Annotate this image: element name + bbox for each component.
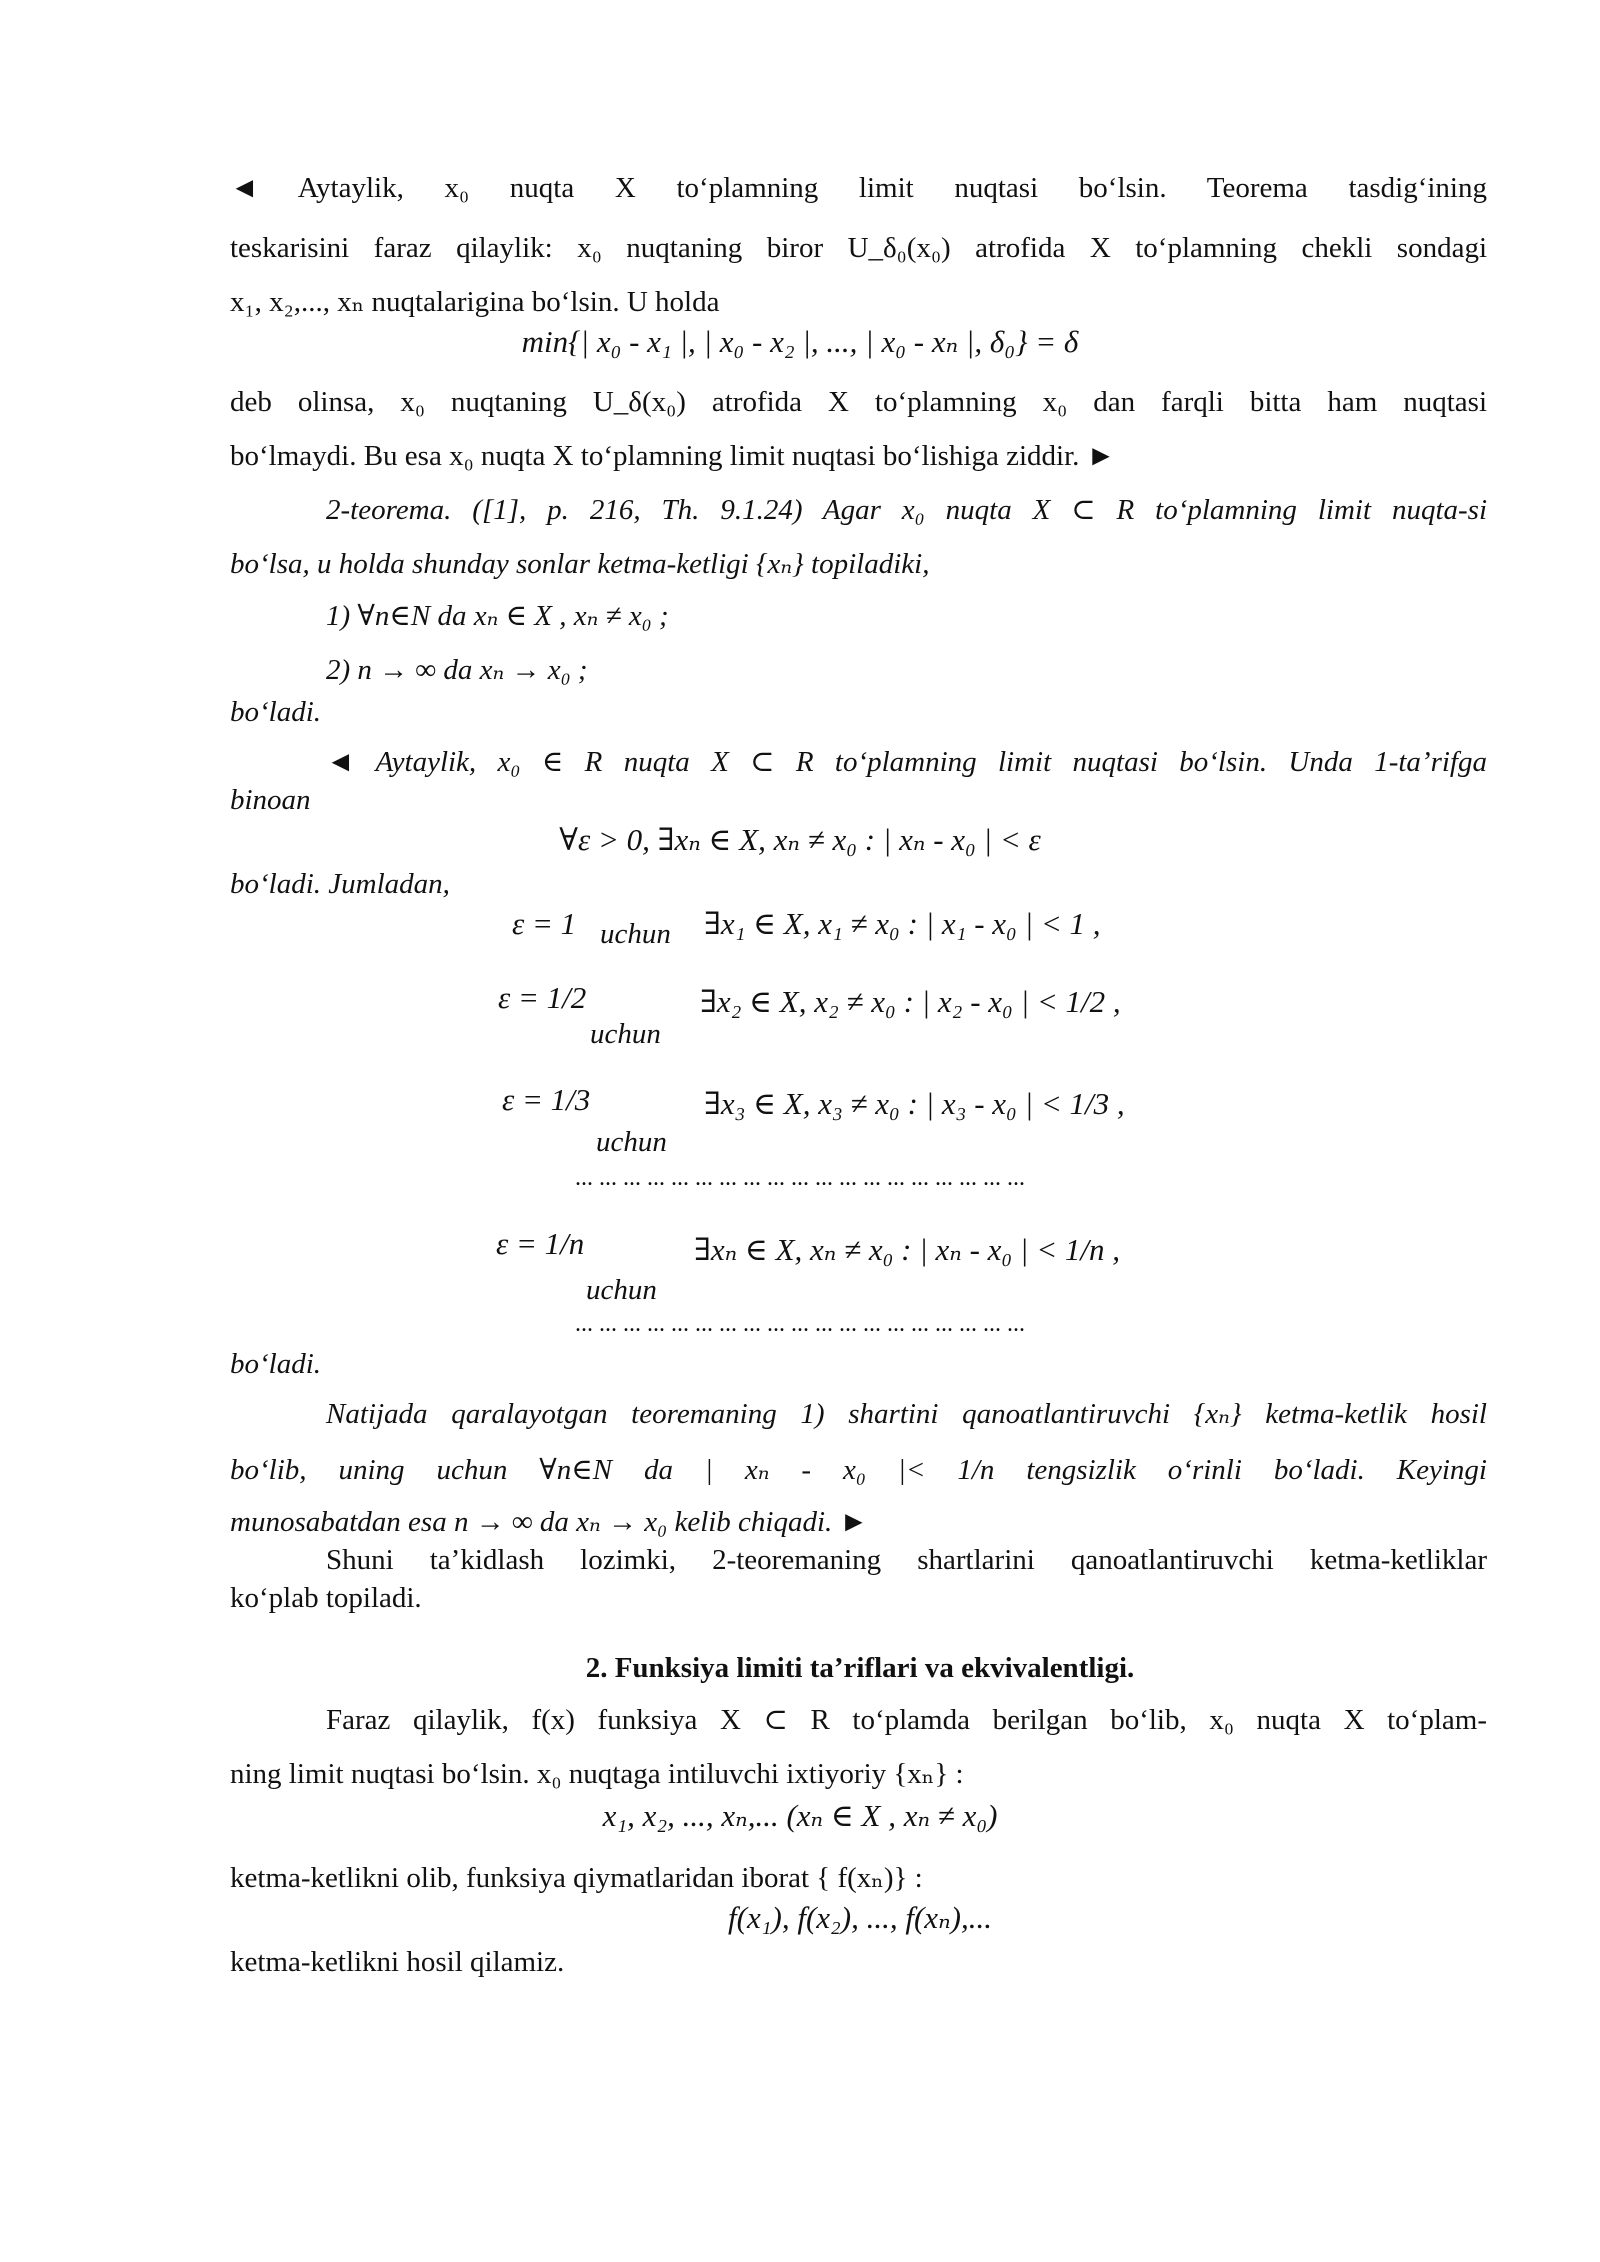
dots-row-2: ... ... ... ... ... ... ... ... ... ... ... ... ... ... ... ... ... ... ... <box>575 1311 1025 1337</box>
proof1-formula: min{| x₀ - x₁ |, | x₀ - x₂ |, ..., | x₀ - xₙ |, δ₀} = δ <box>521 324 1079 359</box>
proof2-line7: munosabatdan esa n → ∞ da xₙ → x₀ kelib chiqadi. ► <box>230 1506 869 1538</box>
proof1-line1: ◄ Aytaylik, x₀ nuqta X to‘plamning limit nuqtasi bo‘lsin. Teorema tasdig‘ining <box>230 172 1487 204</box>
epsilon-row-n-uchun: uchun <box>586 1274 657 1306</box>
theorem2-condition1: 1) ∀n∈N da xₙ ∈ X , xₙ ≠ x₀ ; <box>326 600 669 632</box>
section2-line3: ketma-ketlikni olib, funksiya qiymatlaridan iborat { f(xₙ)} : <box>230 1862 923 1894</box>
epsilon-row-2-uchun: uchun <box>590 1018 661 1050</box>
proof2-line8: Shuni ta’kidlash lozimki, 2-teoremaning shartlarini qanoatlantiruvchi ketma-ketliklar <box>326 1544 1487 1576</box>
epsilon-value: 1/3 <box>550 1082 591 1117</box>
epsilon-row-n-eps: ε = 1/n <box>496 1226 585 1261</box>
proof2-line4: bo‘ladi. <box>230 1348 322 1380</box>
proof2-line1: ◄ Aytaylik, x₀ ∈ R nuqta X ⊂ R to‘plamning limit nuqtasi bo‘lsin. Unda 1-ta’rifga <box>326 746 1487 778</box>
epsilon-value: 1/2 <box>546 980 587 1015</box>
proof1-line2: teskarisini faraz qilaylik: x₀ nuqtaning biror U_δ₀(x₀) atrofida X to‘plamning chekli sondagi <box>230 232 1487 264</box>
section2-line4: ketma-ketlikni hosil qilamiz. <box>230 1946 565 1978</box>
epsilon-row-2-cond: ∃x₂ ∈ X, x₂ ≠ x₀ : | x₂ - x₀ | < 1/2 , <box>700 984 1121 1019</box>
section2-line2: ning limit nuqtasi bo‘lsin. x₀ nuqtaga intiluvchi ixtiyoriy {xₙ} : <box>230 1758 964 1790</box>
epsilon-row-2-eps: ε = 1/2 <box>498 980 587 1015</box>
section2-sequence: x₁, x₂, ..., xₙ,... (xₙ ∈ X , xₙ ≠ x₀) <box>602 1798 998 1833</box>
proof2-line6: bo‘lib, uning uchun ∀n∈N da | xₙ - x₀ |< 1/n tengsizlik o‘rinli bo‘ladi. Keyingi <box>230 1454 1487 1486</box>
epsilon-row-3-eps: ε = 1/3 <box>502 1082 591 1117</box>
theorem2-line3: bo‘ladi. <box>230 696 322 728</box>
proof1-line5: bo‘lmaydi. Bu esa x₀ nuqta X to‘plamning limit nuqtasi bo‘lishiga ziddir. ► <box>230 440 1116 472</box>
section-heading: 2. Funksiya limiti ta’riflari va ekvivalentligi. <box>585 1652 1135 1684</box>
proof2-line5: Natijada qaralayotgan teoremaning 1) shartini qanoatlantiruvchi {xₙ} ketma-ketlik hosil <box>326 1398 1487 1430</box>
proof1-line3: x₁, x₂,..., xₙ nuqtalarigina bo‘lsin. U holda <box>230 286 720 318</box>
epsilon-row-1-cond: ∃x₁ ∈ X, x₁ ≠ x₀ : | x₁ - x₀ | < 1 , <box>704 906 1101 941</box>
dots-row-1: ... ... ... ... ... ... ... ... ... ... ... ... ... ... ... ... ... ... ... <box>575 1165 1025 1191</box>
epsilon-row-1-eps: ε = 1 <box>512 906 577 941</box>
section2-function-sequence: f(x₁), f(x₂), ..., f(xₙ),... <box>728 1900 992 1935</box>
proof2-line3: bo‘ladi. Jumladan, <box>230 868 450 900</box>
proof2-line2: binoan <box>230 784 311 816</box>
epsilon-row-3-cond: ∃x₃ ∈ X, x₃ ≠ x₀ : | x₃ - x₀ | < 1/3 , <box>704 1086 1125 1121</box>
proof2-line9: ko‘plab topiladi. <box>230 1582 422 1614</box>
epsilon-value: 1/n <box>544 1226 585 1261</box>
proof2-formula: ∀ε > 0, ∃xₙ ∈ X, xₙ ≠ x₀ : | xₙ - x₀ | < ε <box>559 822 1041 857</box>
theorem2-line1: 2-teorema. ([1], p. 216, Th. 9.1.24) Agar x₀ nuqta X ⊂ R to‘plamning limit nuqta-si <box>326 494 1487 526</box>
proof1-line4: deb olinsa, x₀ nuqtaning U_δ(x₀) atrofida X to‘plamning x₀ dan farqli bitta ham nuqtasi <box>230 386 1487 418</box>
theorem2-condition2: 2) n → ∞ da xₙ → x₀ ; <box>326 654 588 686</box>
epsilon-row-1-uchun: uchun <box>600 918 671 950</box>
epsilon-row-3-uchun: uchun <box>596 1126 667 1158</box>
theorem2-line2: bo‘lsa, u holda shunday sonlar ketma-ketligi {xₙ} topiladiki, <box>230 548 930 580</box>
epsilon-value: 1 <box>560 906 577 941</box>
section2-line1: Faraz qilaylik, f(x) funksiya X ⊂ R to‘plamda berilgan bo‘lib, x₀ nuqta X to‘plam- <box>326 1704 1487 1736</box>
epsilon-row-n-cond: ∃xₙ ∈ X, xₙ ≠ x₀ : | xₙ - x₀ | < 1/n , <box>694 1232 1120 1267</box>
